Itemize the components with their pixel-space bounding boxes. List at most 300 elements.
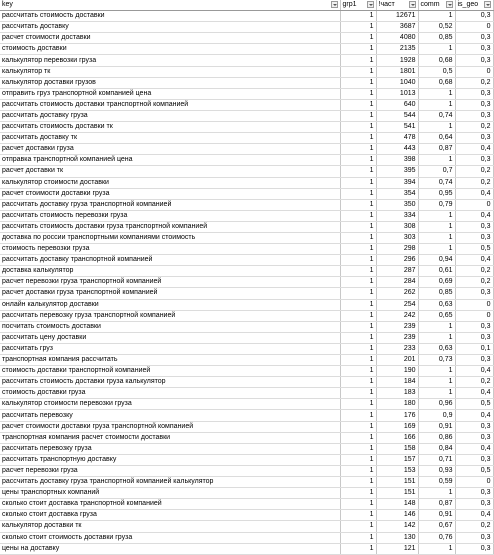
- key-cell[interactable]: рассчитать доставку груза: [0, 110, 340, 121]
- key-cell[interactable]: стоимость доставки: [0, 44, 340, 55]
- key-cell[interactable]: рассчитать стоимость перевозки груза: [0, 210, 340, 221]
- table-row: [0, 210, 493, 221]
- key-cell[interactable]: расчет доставки груза транспортной компанией: [0, 288, 340, 299]
- is-geo-cell[interactable]: 0,3: [455, 321, 493, 332]
- chast-cell[interactable]: 130: [376, 532, 418, 543]
- key-cell[interactable]: рассчитать доставку тк: [0, 133, 340, 144]
- comm-cell[interactable]: 0,93: [418, 465, 455, 476]
- comm-cell[interactable]: 0,79: [418, 199, 455, 210]
- chast-cell[interactable]: 201: [376, 355, 418, 366]
- comm-cell[interactable]: 1: [418, 232, 455, 243]
- comm-cell[interactable]: 0,76: [418, 532, 455, 543]
- key-cell[interactable]: рассчитать стоимость доставки груза калькулятор: [0, 377, 340, 388]
- table-row: [0, 521, 493, 532]
- table-row: [0, 99, 493, 110]
- comm-cell[interactable]: 1: [418, 377, 455, 388]
- key-cell[interactable]: рассчитать перевозку груза: [0, 443, 340, 454]
- chast-cell[interactable]: 151: [376, 477, 418, 488]
- comm-cell[interactable]: 0,86: [418, 432, 455, 443]
- is-geo-cell[interactable]: 0,2: [455, 122, 493, 133]
- grp1-cell[interactable]: 1: [340, 477, 376, 488]
- table-row: [0, 55, 493, 66]
- chast-cell[interactable]: 2135: [376, 44, 418, 55]
- key-cell[interactable]: рассчитать груз: [0, 343, 340, 354]
- comm-cell[interactable]: 0,94: [418, 255, 455, 266]
- is-geo-cell[interactable]: 0,2: [455, 277, 493, 288]
- is-geo-cell[interactable]: 0: [455, 22, 493, 33]
- grp1-cell[interactable]: 1: [340, 310, 376, 321]
- key-cell[interactable]: рассчитать стоимость доставки: [0, 11, 340, 22]
- filter-dropdown-icon[interactable]: [446, 1, 453, 8]
- chast-cell[interactable]: 1040: [376, 77, 418, 88]
- key-cell[interactable]: калькулятор доставки грузов: [0, 77, 340, 88]
- chast-cell[interactable]: 398: [376, 155, 418, 166]
- comm-cell[interactable]: 0,85: [418, 33, 455, 44]
- is-geo-cell[interactable]: 0: [455, 310, 493, 321]
- chast-cell[interactable]: 4080: [376, 33, 418, 44]
- grp1-cell[interactable]: 1: [340, 77, 376, 88]
- chast-cell[interactable]: 478: [376, 133, 418, 144]
- chast-cell[interactable]: 308: [376, 221, 418, 232]
- chast-cell[interactable]: 158: [376, 443, 418, 454]
- grp1-cell[interactable]: 1: [340, 532, 376, 543]
- comm-cell[interactable]: 1: [418, 366, 455, 377]
- grp1-cell[interactable]: 1: [340, 377, 376, 388]
- chast-cell[interactable]: 287: [376, 266, 418, 277]
- is-geo-cell[interactable]: 0,3: [455, 288, 493, 299]
- header-cell-is-geo[interactable]: [455, 0, 493, 11]
- chast-cell[interactable]: 640: [376, 99, 418, 110]
- comm-cell[interactable]: 0,73: [418, 355, 455, 366]
- table-row: [0, 77, 493, 88]
- chast-cell[interactable]: 184: [376, 377, 418, 388]
- key-cell[interactable]: расчет перевозки груза: [0, 465, 340, 476]
- key-cell[interactable]: посчитать стоимость доставки: [0, 321, 340, 332]
- comm-cell[interactable]: 0,87: [418, 499, 455, 510]
- is-geo-cell[interactable]: 0,2: [455, 177, 493, 188]
- table-row: [0, 244, 493, 255]
- is-geo-cell[interactable]: 0,3: [455, 432, 493, 443]
- header-cell-chast[interactable]: [376, 0, 418, 11]
- chast-cell[interactable]: 254: [376, 299, 418, 310]
- table-row: [0, 33, 493, 44]
- comm-cell[interactable]: 0,65: [418, 310, 455, 321]
- is-geo-cell[interactable]: 0,3: [455, 355, 493, 366]
- comm-cell[interactable]: 0,95: [418, 188, 455, 199]
- grp1-cell[interactable]: 1: [340, 255, 376, 266]
- chast-cell[interactable]: 166: [376, 432, 418, 443]
- grp1-cell[interactable]: 1: [340, 277, 376, 288]
- is-geo-cell[interactable]: 0,3: [455, 499, 493, 510]
- grp1-cell[interactable]: 1: [340, 210, 376, 221]
- table-row: [0, 388, 493, 399]
- is-geo-cell[interactable]: 0,5: [455, 399, 493, 410]
- header-label: is_geo: [457, 1, 479, 9]
- grp1-cell[interactable]: 1: [340, 332, 376, 343]
- grp1-cell[interactable]: 1: [340, 388, 376, 399]
- key-cell[interactable]: рассчитать доставку груза транспортной компанией калькулятор: [0, 477, 340, 488]
- table-row: [0, 266, 493, 277]
- is-geo-cell[interactable]: 0: [455, 66, 493, 77]
- filter-dropdown-icon[interactable]: [484, 1, 491, 8]
- header-cell-grp1[interactable]: [340, 0, 376, 11]
- is-geo-cell[interactable]: 0,2: [455, 377, 493, 388]
- grp1-cell[interactable]: 1: [340, 188, 376, 199]
- grp1-cell[interactable]: 1: [340, 99, 376, 110]
- grp1-cell[interactable]: 1: [340, 110, 376, 121]
- key-cell[interactable]: расчет доставки груза: [0, 144, 340, 155]
- chast-cell[interactable]: 443: [376, 144, 418, 155]
- is-geo-cell[interactable]: 0: [455, 299, 493, 310]
- chast-cell[interactable]: 354: [376, 188, 418, 199]
- is-geo-cell[interactable]: 0,2: [455, 266, 493, 277]
- comm-cell[interactable]: 1: [418, 488, 455, 499]
- is-geo-cell[interactable]: 0,2: [455, 77, 493, 88]
- grp1-cell[interactable]: 1: [340, 144, 376, 155]
- is-geo-cell[interactable]: 0,3: [455, 99, 493, 110]
- is-geo-cell[interactable]: 0,5: [455, 465, 493, 476]
- table-row: [0, 399, 493, 410]
- chast-cell[interactable]: 296: [376, 255, 418, 266]
- is-geo-cell[interactable]: 0,4: [455, 443, 493, 454]
- key-cell[interactable]: доставка калькулятор: [0, 266, 340, 277]
- grp1-cell[interactable]: 1: [340, 454, 376, 465]
- table-row: [0, 543, 493, 554]
- table-row: [0, 465, 493, 476]
- chast-cell[interactable]: 394: [376, 177, 418, 188]
- is-geo-cell[interactable]: 0,3: [455, 421, 493, 432]
- comm-cell[interactable]: 0,52: [418, 22, 455, 33]
- table-row: [0, 133, 493, 144]
- is-geo-cell[interactable]: 0,4: [455, 188, 493, 199]
- key-cell[interactable]: транспортная компания расчет стоимости доставки: [0, 432, 340, 443]
- chast-cell[interactable]: 183: [376, 388, 418, 399]
- chast-cell[interactable]: 284: [376, 277, 418, 288]
- key-cell[interactable]: расчет стоимости доставки груза транспортной компанией: [0, 421, 340, 432]
- is-geo-cell[interactable]: 0,1: [455, 343, 493, 354]
- table-row: [0, 321, 493, 332]
- is-geo-cell[interactable]: 0,5: [455, 244, 493, 255]
- header-label: key: [2, 1, 13, 9]
- key-cell[interactable]: расчет стоимости доставки груза: [0, 188, 340, 199]
- grp1-cell[interactable]: 1: [340, 488, 376, 499]
- table-row: [0, 22, 493, 33]
- grp1-cell[interactable]: 1: [340, 465, 376, 476]
- comm-cell[interactable]: 0,59: [418, 477, 455, 488]
- header-cell-comm[interactable]: [418, 0, 455, 11]
- comm-cell[interactable]: 0,69: [418, 277, 455, 288]
- header-label: !част: [378, 1, 395, 9]
- table-row: [0, 310, 493, 321]
- is-geo-cell[interactable]: 0,3: [455, 488, 493, 499]
- comm-cell[interactable]: 0,67: [418, 521, 455, 532]
- comm-cell[interactable]: 0,68: [418, 55, 455, 66]
- comm-cell[interactable]: 0,63: [418, 343, 455, 354]
- grp1-cell[interactable]: 1: [340, 244, 376, 255]
- grp1-cell[interactable]: 1: [340, 122, 376, 133]
- grp1-cell[interactable]: 1: [340, 421, 376, 432]
- comm-cell[interactable]: 1: [418, 99, 455, 110]
- is-geo-cell[interactable]: 0,3: [455, 110, 493, 121]
- comm-cell[interactable]: 1: [418, 321, 455, 332]
- table-row: [0, 177, 493, 188]
- chast-cell[interactable]: 148: [376, 499, 418, 510]
- comm-cell[interactable]: 1: [418, 44, 455, 55]
- filter-dropdown-icon[interactable]: [409, 1, 416, 8]
- chast-cell[interactable]: 262: [376, 288, 418, 299]
- grp1-cell[interactable]: 1: [340, 199, 376, 210]
- comm-cell[interactable]: 0,74: [418, 110, 455, 121]
- filter-dropdown-icon[interactable]: [367, 1, 374, 8]
- header-label: comm: [420, 1, 440, 9]
- is-geo-cell[interactable]: 0,3: [455, 232, 493, 243]
- key-cell[interactable]: сколько стоит стоимость доставки груза: [0, 532, 340, 543]
- grp1-cell[interactable]: 1: [340, 366, 376, 377]
- key-cell[interactable]: сколько стоит доставка транспортной компанией: [0, 499, 340, 510]
- key-cell[interactable]: рассчитать доставку: [0, 22, 340, 33]
- is-geo-cell[interactable]: 0,3: [455, 543, 493, 554]
- grp1-cell[interactable]: 1: [340, 432, 376, 443]
- key-cell[interactable]: рассчитать перевозку: [0, 410, 340, 421]
- is-geo-cell[interactable]: 0,4: [455, 210, 493, 221]
- comm-cell[interactable]: 1: [418, 543, 455, 554]
- table-row: [0, 343, 493, 354]
- table-row: [0, 144, 493, 155]
- is-geo-cell[interactable]: 0,3: [455, 11, 493, 22]
- chast-cell[interactable]: 1013: [376, 88, 418, 99]
- grp1-cell[interactable]: 1: [340, 288, 376, 299]
- comm-cell[interactable]: 0,96: [418, 399, 455, 410]
- is-geo-cell[interactable]: 0,3: [455, 332, 493, 343]
- grp1-cell[interactable]: 1: [340, 299, 376, 310]
- table-row: [0, 232, 493, 243]
- chast-cell[interactable]: 1801: [376, 66, 418, 77]
- is-geo-cell[interactable]: 0,3: [455, 133, 493, 144]
- is-geo-cell[interactable]: 0,2: [455, 166, 493, 177]
- table-row: [0, 454, 493, 465]
- key-cell[interactable]: цены на доставку: [0, 543, 340, 554]
- chast-cell[interactable]: 157: [376, 454, 418, 465]
- is-geo-cell[interactable]: 0: [455, 477, 493, 488]
- chast-cell[interactable]: 151: [376, 488, 418, 499]
- chast-cell[interactable]: 334: [376, 210, 418, 221]
- comm-cell[interactable]: 1: [418, 244, 455, 255]
- comm-cell[interactable]: 1: [418, 332, 455, 343]
- chast-cell[interactable]: 176: [376, 410, 418, 421]
- key-cell[interactable]: рассчитать перевозку груза транспортной компанией: [0, 310, 340, 321]
- is-geo-cell[interactable]: 0,4: [455, 144, 493, 155]
- comm-cell[interactable]: 0,63: [418, 299, 455, 310]
- comm-cell[interactable]: 1: [418, 88, 455, 99]
- grp1-cell[interactable]: 1: [340, 166, 376, 177]
- table-row: [0, 499, 493, 510]
- grp1-cell[interactable]: 1: [340, 521, 376, 532]
- grp1-cell[interactable]: 1: [340, 410, 376, 421]
- grp1-cell[interactable]: 1: [340, 33, 376, 44]
- chast-cell[interactable]: 233: [376, 343, 418, 354]
- table-row: [0, 66, 493, 77]
- table-row: [0, 477, 493, 488]
- is-geo-cell[interactable]: 0,3: [455, 532, 493, 543]
- grp1-cell[interactable]: 1: [340, 88, 376, 99]
- key-cell[interactable]: рассчитать стоимость доставки тк: [0, 122, 340, 133]
- comm-cell[interactable]: 1: [418, 388, 455, 399]
- grp1-cell[interactable]: 1: [340, 399, 376, 410]
- table-row: [0, 410, 493, 421]
- comm-cell[interactable]: 0,91: [418, 510, 455, 521]
- table-row: [0, 166, 493, 177]
- chast-cell[interactable]: 541: [376, 122, 418, 133]
- key-cell[interactable]: рассчитать стоимость доставки груза транспортной компанией: [0, 221, 340, 232]
- table-row: [0, 188, 493, 199]
- grp1-cell[interactable]: 1: [340, 266, 376, 277]
- comm-cell[interactable]: 0,71: [418, 454, 455, 465]
- key-cell[interactable]: отправка транспортной компанией цена: [0, 155, 340, 166]
- chast-cell[interactable]: 1928: [376, 55, 418, 66]
- key-cell[interactable]: рассчитать цену доставки: [0, 332, 340, 343]
- grp1-cell[interactable]: 1: [340, 232, 376, 243]
- table-row: [0, 421, 493, 432]
- key-cell[interactable]: рассчитать транспортную доставку: [0, 454, 340, 465]
- grp1-cell[interactable]: 1: [340, 543, 376, 554]
- table-row: [0, 44, 493, 55]
- grp1-cell[interactable]: 1: [340, 22, 376, 33]
- key-cell[interactable]: калькулятор стоимости доставки: [0, 177, 340, 188]
- is-geo-cell[interactable]: 0,3: [455, 454, 493, 465]
- chast-cell[interactable]: 303: [376, 232, 418, 243]
- chast-cell[interactable]: 169: [376, 421, 418, 432]
- is-geo-cell[interactable]: 0,4: [455, 410, 493, 421]
- is-geo-cell[interactable]: 0,4: [455, 255, 493, 266]
- grp1-cell[interactable]: 1: [340, 343, 376, 354]
- grp1-cell[interactable]: 1: [340, 55, 376, 66]
- is-geo-cell[interactable]: 0,3: [455, 44, 493, 55]
- comm-cell[interactable]: 0,61: [418, 266, 455, 277]
- grp1-cell[interactable]: 1: [340, 66, 376, 77]
- comm-cell[interactable]: 0,68: [418, 77, 455, 88]
- grp1-cell[interactable]: 1: [340, 11, 376, 22]
- key-cell[interactable]: калькулятор доставки тк: [0, 521, 340, 532]
- filter-dropdown-icon[interactable]: [331, 1, 338, 8]
- chast-cell[interactable]: 142: [376, 521, 418, 532]
- comm-cell[interactable]: 0,84: [418, 443, 455, 454]
- chast-cell[interactable]: 239: [376, 321, 418, 332]
- key-cell[interactable]: доставка по россии транспортными компаниями стоимость: [0, 232, 340, 243]
- grp1-cell[interactable]: 1: [340, 133, 376, 144]
- is-geo-cell[interactable]: 0,4: [455, 510, 493, 521]
- comm-cell[interactable]: 1: [418, 221, 455, 232]
- comm-cell[interactable]: 0,7: [418, 166, 455, 177]
- is-geo-cell[interactable]: 0,3: [455, 33, 493, 44]
- comm-cell[interactable]: 0,64: [418, 133, 455, 144]
- table-row: [0, 11, 493, 22]
- table-row: [0, 443, 493, 454]
- chast-cell[interactable]: 350: [376, 199, 418, 210]
- is-geo-cell[interactable]: 0: [455, 199, 493, 210]
- key-cell[interactable]: стоимость доставки груза: [0, 388, 340, 399]
- chast-cell[interactable]: 239: [376, 332, 418, 343]
- key-cell[interactable]: расчет стоимости доставки: [0, 33, 340, 44]
- chast-cell[interactable]: 12671: [376, 11, 418, 22]
- chast-cell[interactable]: 242: [376, 310, 418, 321]
- table-row: [0, 355, 493, 366]
- is-geo-cell[interactable]: 0,3: [455, 155, 493, 166]
- chast-cell[interactable]: 153: [376, 465, 418, 476]
- is-geo-cell[interactable]: 0,3: [455, 55, 493, 66]
- grp1-cell[interactable]: 1: [340, 499, 376, 510]
- chast-cell[interactable]: 190: [376, 366, 418, 377]
- chast-cell[interactable]: 544: [376, 110, 418, 121]
- is-geo-cell[interactable]: 0,4: [455, 388, 493, 399]
- key-cell[interactable]: расчет доставки тк: [0, 166, 340, 177]
- key-cell[interactable]: стоимость перевозки груза: [0, 244, 340, 255]
- is-geo-cell[interactable]: 0,2: [455, 521, 493, 532]
- is-geo-cell[interactable]: 0,3: [455, 221, 493, 232]
- comm-cell[interactable]: 1: [418, 210, 455, 221]
- header-row: [0, 0, 493, 11]
- comm-cell[interactable]: 0,91: [418, 421, 455, 432]
- grp1-cell[interactable]: 1: [340, 355, 376, 366]
- chast-cell[interactable]: 395: [376, 166, 418, 177]
- chast-cell[interactable]: 3687: [376, 22, 418, 33]
- table-row: [0, 110, 493, 121]
- table-row: [0, 377, 493, 388]
- table-row: [0, 532, 493, 543]
- grp1-cell[interactable]: 1: [340, 321, 376, 332]
- grp1-cell[interactable]: 1: [340, 155, 376, 166]
- key-cell[interactable]: рассчитать доставку груза транспортной компанией: [0, 199, 340, 210]
- key-cell[interactable]: транспортная компания рассчитать: [0, 355, 340, 366]
- comm-cell[interactable]: 0,87: [418, 144, 455, 155]
- header-cell-key[interactable]: [0, 0, 340, 11]
- table-row: [0, 332, 493, 343]
- grp1-cell[interactable]: 1: [340, 221, 376, 232]
- grp1-cell[interactable]: 1: [340, 44, 376, 55]
- chast-cell[interactable]: 298: [376, 244, 418, 255]
- chast-cell[interactable]: 121: [376, 543, 418, 554]
- grp1-cell[interactable]: 1: [340, 510, 376, 521]
- key-cell[interactable]: стоимость доставки транспортной компанией: [0, 366, 340, 377]
- comm-cell[interactable]: 0,5: [418, 66, 455, 77]
- comm-cell[interactable]: 0,74: [418, 177, 455, 188]
- key-cell[interactable]: калькулятор перевозки груза: [0, 55, 340, 66]
- is-geo-cell[interactable]: 0,3: [455, 88, 493, 99]
- table-row: [0, 122, 493, 133]
- key-cell[interactable]: расчет перевозки груза транспортной компанией: [0, 277, 340, 288]
- grp1-cell[interactable]: 1: [340, 177, 376, 188]
- key-cell[interactable]: рассчитать доставку транспортной компанией: [0, 255, 340, 266]
- is-geo-cell[interactable]: 0,4: [455, 366, 493, 377]
- table-row: [0, 366, 493, 377]
- key-cell[interactable]: цены транспортных компаний: [0, 488, 340, 499]
- grp1-cell[interactable]: 1: [340, 443, 376, 454]
- table-row: [0, 88, 493, 99]
- comm-cell[interactable]: 1: [418, 155, 455, 166]
- chast-cell[interactable]: 146: [376, 510, 418, 521]
- chast-cell[interactable]: 180: [376, 399, 418, 410]
- key-cell[interactable]: сколько стоит доставка груза: [0, 510, 340, 521]
- comm-cell[interactable]: 1: [418, 11, 455, 22]
- key-cell[interactable]: онлайн калькулятор доставки: [0, 299, 340, 310]
- key-cell[interactable]: рассчитать стоимость доставки транспортной компанией: [0, 99, 340, 110]
- comm-cell[interactable]: 0,85: [418, 288, 455, 299]
- key-cell[interactable]: калькулятор тк: [0, 66, 340, 77]
- key-cell[interactable]: калькулятор стоимости перевозки груза: [0, 399, 340, 410]
- comm-cell[interactable]: 1: [418, 122, 455, 133]
- table-row: [0, 255, 493, 266]
- key-cell[interactable]: отправить груз транспортной компанией цена: [0, 88, 340, 99]
- comm-cell[interactable]: 0,9: [418, 410, 455, 421]
